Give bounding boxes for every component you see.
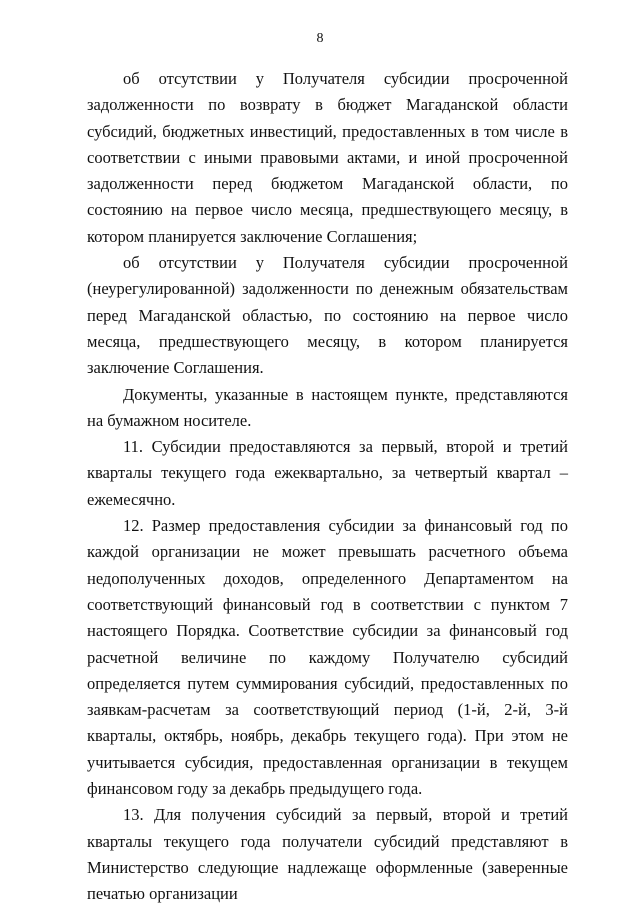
paragraph-item-12: 12. Размер предоставления субсидии за финансовый год по каждой организации не может превышать расчетного объема недополученных доходов, определенного Департаментом на соответствующий финансовый год в соответствии с пунктом 7 настоящего Порядка. Соответствие субсидии за финансовый год расчетной величине по каждому Получателю субсидий определяется путем суммирования субсидий, предоставленных по заявкам-расчетам за соответствующий период (1-й, 2-й, 3-й кварталы, октябрь, ноябрь, декабрь текущего года). При этом не учитывается субсидия, предоставленная организации в текущем финансовом году за декабрь предыдущего года. xyxy=(87,516,568,799)
document-body xyxy=(87,66,568,908)
paragraph-no-overdue-debt-budget: об отсутствии у Получателя субсидии просроченной задолженности по возврату в бюджет Магаданской области субсидий, бюджетных инвестиций, предоставленных в том числе в соответствии с иными правовыми актами, и иной просроченной задолженности перед бюджетом Магаданской области, по состоянию на первое число месяца, предшествующего месяцу, в котором планируется заключение Соглашения; xyxy=(87,69,568,246)
paragraph-item-11: 11. Субсидии предоставляются за первый, второй и третий кварталы текущего года ежеквартально, за четвертый квартал – ежемесячно. xyxy=(87,437,568,509)
paragraph-item-13: 13. Для получения субсидий за первый, второй и третий кварталы текущего года получатели субсидий представляют в Министерство следующие надлежаще оформленные (заверенные печатью организации xyxy=(87,805,568,904)
paragraph-no-overdue-debt-obligations: об отсутствии у Получателя субсидии просроченной (неурегулированной) задолженности по денежным обязательствам перед Магаданской областью, по состоянию на первое число месяца, предшествующего месяцу, в котором планируется заключение Соглашения. xyxy=(87,253,568,378)
paragraph-documents-paper: Документы, указанные в настоящем пункте, представляются на бумажном носителе. xyxy=(87,384,568,430)
page-number: 8 xyxy=(316,31,324,46)
